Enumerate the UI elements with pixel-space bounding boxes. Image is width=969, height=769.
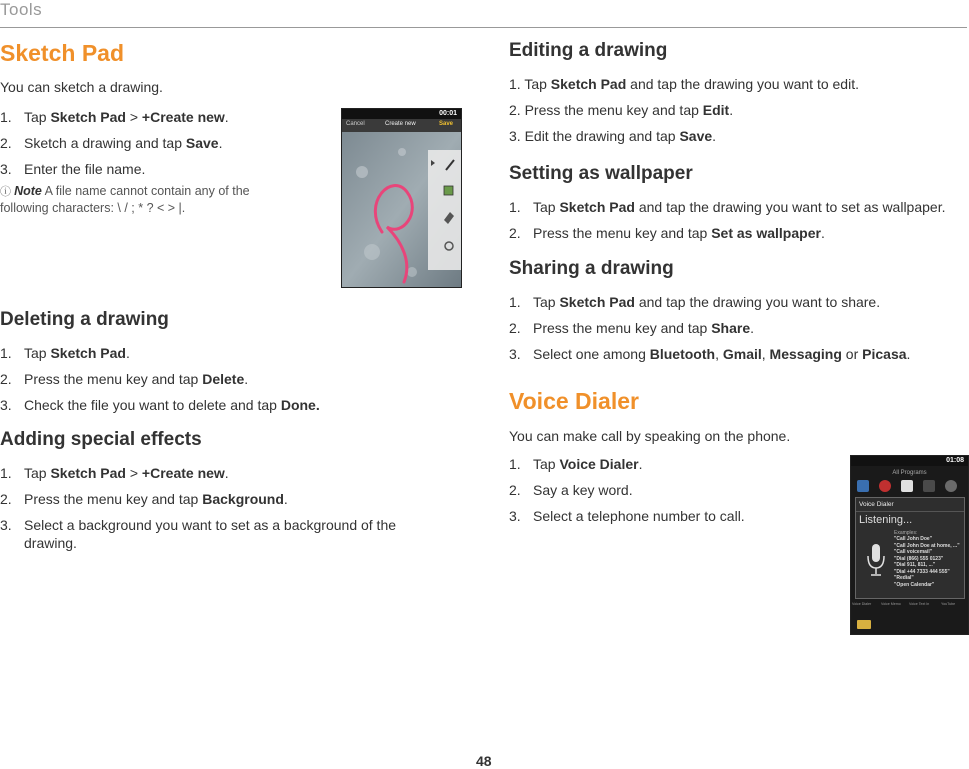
deleting-title: Deleting a drawing <box>0 309 169 330</box>
step: 3. Edit the drawing and tap Save. <box>509 128 717 144</box>
example-item: "Open Calendar" <box>894 581 935 588</box>
mail-icon <box>857 620 871 629</box>
app-icon <box>879 480 891 492</box>
note-icon: ⓘ <box>0 186 15 198</box>
step: 2. Sketch a drawing and tap Save. <box>0 135 223 151</box>
step: 1. Tap Sketch Pad and tap the drawing you want to edit. <box>509 76 859 92</box>
editing-title: Editing a drawing <box>509 40 668 61</box>
deleting-steps <box>0 344 320 422</box>
step: 1. Tap Sketch Pad > +Create new. <box>0 109 229 125</box>
status-bar: 00:01 <box>342 109 461 119</box>
save-button[interactable]: Save <box>438 121 453 127</box>
step: 3. Select one among Bluetooth, Gmail, Messaging or Picasa. <box>509 346 911 362</box>
note: ⓘ Note A file name cannot contain any of the following characters: \ / ; * ? < > |. <box>0 184 250 215</box>
examples-list <box>894 536 960 588</box>
cancel-button[interactable]: Cancel <box>346 121 365 127</box>
example-item: "Dial 911, 811, ..." <box>894 562 936 568</box>
step: 1. Tap Sketch Pad > +Create new. <box>0 465 229 481</box>
screen-title: Create new <box>385 121 416 127</box>
step: 1. Tap Voice Dialer. <box>509 456 643 472</box>
sketch-pad-title: Sketch Pad <box>0 40 124 66</box>
step: 2. Say a key word. <box>509 482 633 498</box>
voice-dialer-steps <box>509 455 745 533</box>
sharing-steps <box>509 293 910 371</box>
step: 2. Press the menu key and tap Edit. <box>509 102 734 118</box>
examples-label: Examples: <box>894 530 918 536</box>
step: 2. Press the menu key and tap Background. <box>0 491 288 507</box>
example-item: "Dial +44 7333 444 555" <box>894 568 950 575</box>
step: 3. Enter the file name. <box>0 161 146 177</box>
app-label: YouTube <box>941 602 956 606</box>
dialog-title: Voice Dialer <box>859 501 894 508</box>
wallpaper-steps <box>509 198 945 250</box>
status-bar: 01:08 <box>851 456 968 466</box>
step: 1. Tap Sketch Pad. <box>0 345 130 361</box>
app-label: Voice Memo <box>881 602 901 606</box>
step: 1. Tap Sketch Pad and tap the drawing you want to share. <box>509 294 881 310</box>
sketch-pad-screenshot <box>341 108 462 288</box>
example-item: "Dial (866) 555 0123" <box>894 555 944 562</box>
voice-dialer-intro: You can make call by speaking on the phone. <box>509 428 791 444</box>
listening-label: Listening... <box>859 514 913 526</box>
app-label: Voice Text In <box>909 602 930 606</box>
example-item: "Call John Doe at home, ..." <box>894 542 960 549</box>
example-item: "Redial" <box>894 575 914 581</box>
sharing-title: Sharing a drawing <box>509 258 674 279</box>
app-icon <box>923 480 935 492</box>
microphone-icon <box>864 544 888 578</box>
action-bar <box>342 119 461 132</box>
voice-dialer-title: Voice Dialer <box>509 388 639 414</box>
step: 2. Press the menu key and tap Share. <box>509 320 755 336</box>
example-item: "Call voicemail" <box>894 549 933 555</box>
page-header: Tools <box>0 0 43 19</box>
sketch-canvas[interactable] <box>342 132 461 287</box>
step: 2. Press the menu key and tap Delete. <box>0 371 249 387</box>
step: 2. Press the menu key and tap Set as wallpaper. <box>509 225 825 241</box>
app-label: Voice Dialer <box>852 602 872 606</box>
sketch-pad-steps <box>0 108 229 186</box>
wallpaper-title: Setting as wallpaper <box>509 163 693 184</box>
app-icon <box>945 480 957 492</box>
app-icon <box>857 480 869 492</box>
all-programs-label: All Programs <box>892 470 927 476</box>
header-rule <box>0 27 967 28</box>
dialog-divider <box>856 511 964 512</box>
special-effects-title: Adding special effects <box>0 429 202 450</box>
voice-dialer-screenshot <box>850 455 969 635</box>
step: 3. Check the file you want to delete and tap Done. <box>0 397 320 413</box>
step: 3. Select a background you want to set as a background of the drawing. <box>0 517 397 551</box>
example-item: "Call John Doe" <box>894 536 933 542</box>
background-icon <box>444 186 453 195</box>
voice-dialer-dialog <box>855 497 965 599</box>
step: 1. Tap Sketch Pad and tap the drawing you want to set as wallpaper. <box>509 199 946 215</box>
special-effects-steps <box>0 464 424 552</box>
editing-steps <box>509 75 859 153</box>
sketch-pad-intro: You can sketch a drawing. <box>0 79 163 95</box>
step: 3. Select a telephone number to call. <box>509 508 745 524</box>
page-number: 48 <box>476 753 492 769</box>
app-icon <box>901 480 913 492</box>
